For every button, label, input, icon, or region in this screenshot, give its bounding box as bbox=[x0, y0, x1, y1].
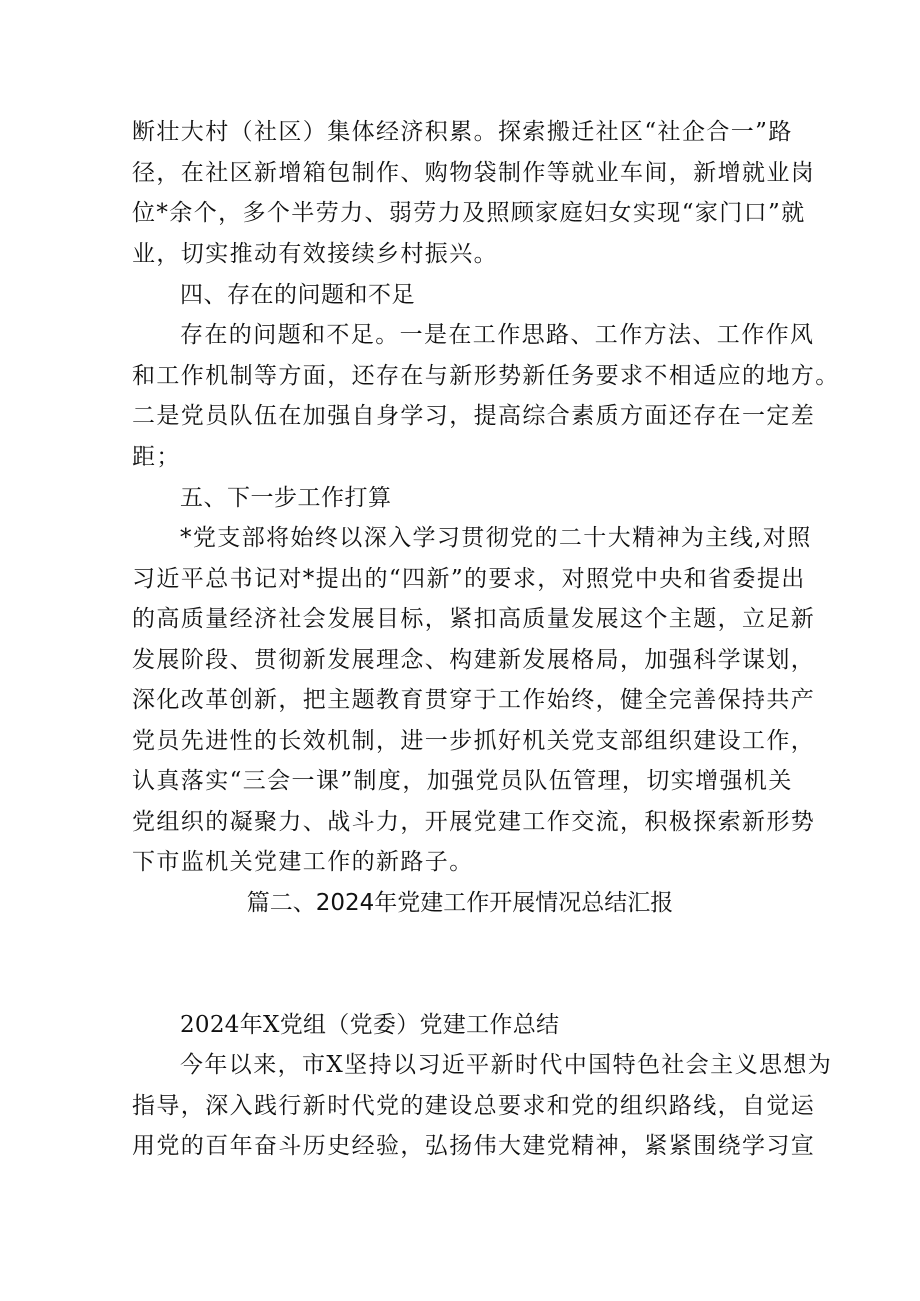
paragraph-line: 习近平总书记对*提出的“四新”的要求，对照党中央和省委提出 bbox=[132, 566, 806, 592]
paragraph-line: 断壮大村（社区）集体经济积累。探索搬迁社区“社企合一”路 bbox=[132, 119, 793, 145]
paragraph-line: 今年以来，市X坚持以习近平新时代中国特色社会主义思想为 bbox=[180, 1052, 833, 1078]
paragraph-line: 下市监机关党建工作的新路子。 bbox=[132, 849, 474, 875]
paragraph-line: 业，切实推动有效接续乡村振兴。 bbox=[132, 241, 498, 267]
paragraph-line: 深化改革创新，把主题教育贯穿于工作始终，健全完善保持共产 bbox=[132, 687, 816, 713]
paragraph-line: 的高质量经济社会发展目标，紧扣高质量发展这个主题，立足新 bbox=[132, 606, 816, 632]
section-heading-next-steps: 五、下一步工作打算 bbox=[180, 485, 392, 511]
paragraph-line: 指导，深入践行新时代党的建设总要求和党的组织路线，自觉运 bbox=[132, 1093, 816, 1119]
article-title: 篇二、2024年党建工作开展情况总结汇报 bbox=[246, 890, 674, 916]
paragraph-line: 发展阶段、贯彻新发展理念、构建新发展格局，加强科学谋划， bbox=[132, 647, 816, 673]
paragraph-line: 存在的问题和不足。一是在工作思路、工作方法、工作作风 bbox=[180, 322, 815, 348]
paragraph-line: 和工作机制等方面，还存在与新形势新任务要求不相适应的地方。 bbox=[132, 363, 840, 389]
section-heading-problems: 四、存在的问题和不足 bbox=[180, 282, 415, 308]
article-subtitle: 2024年X党组（党委）党建工作总结 bbox=[180, 1012, 560, 1038]
paragraph-line: 党员先进性的长效机制，进一步抓好机关党支部组织建设工作， bbox=[132, 728, 816, 754]
paragraph-line: 位*余个，多个半劳力、弱劳力及照顾家庭妇女实现“家门口”就 bbox=[132, 200, 806, 226]
paragraph-line: 党组织的凝聚力、战斗力，开展党建工作交流，积极探索新形势 bbox=[132, 809, 816, 835]
paragraph-line: 二是党员队伍在加强自身学习，提高综合素质方面还存在一定差 bbox=[132, 403, 816, 429]
paragraph-line: 径，在社区新增箱包制作、购物袋制作等就业车间，新增就业岗 bbox=[132, 160, 816, 186]
paragraph-line: 用党的百年奋斗历史经验，弘扬伟大建党精神，紧紧围绕学习宣 bbox=[132, 1133, 816, 1159]
paragraph-line: 认真落实“三会一课”制度，加强党员队伍管理，切实增强机关 bbox=[132, 768, 793, 794]
paragraph-line: *党支部将始终以深入学习贯彻党的二十大精神为主线,对照 bbox=[180, 525, 812, 551]
paragraph-line: 距； bbox=[132, 444, 181, 470]
